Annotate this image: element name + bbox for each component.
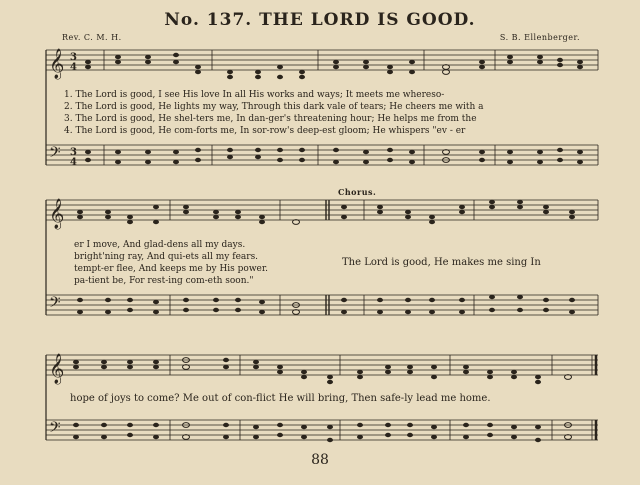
bass-clef-icon: 𝄢 <box>49 144 61 165</box>
treble-clef-icon: 𝄞 <box>49 354 65 384</box>
svg-text:3: 3 <box>70 147 77 158</box>
hymn-title: No. 137. THE LORD IS GOOD. <box>164 10 476 30</box>
chorus-line-2: hope of joys to come? Me out of con-flict He will bring, Then safe-ly lead me home. <box>70 393 491 404</box>
verse-3-line-1: 3. The Lord is good, He shel-ters me, In dan-ger's threatening hour; He helps me from the <box>64 114 477 124</box>
composer-label: S. B. Ellenberger. <box>499 33 580 42</box>
verse-1-line-1: 1. The Lord is good, I see His love In all His works and ways; It meets me whereso- <box>64 90 445 100</box>
verse-1-line-2: er I move, And glad-dens all my days. <box>74 240 246 250</box>
chorus-label: Chorus. <box>338 187 377 197</box>
treble-clef-icon: 𝄞 <box>49 199 65 229</box>
verse-2-line-1: 2. The Lord is good, He lights my way, Through this dark vale of tears; He cheers me with a <box>64 102 484 112</box>
chorus-line-1: The Lord is good, He makes me sing In <box>342 257 541 268</box>
page-number: 88 <box>311 452 329 468</box>
verse-2-line-2: bright'ning ray, And qui-ets all my fears. <box>74 252 259 262</box>
bass-clef-icon: 𝄢 <box>49 419 61 440</box>
svg-text:4: 4 <box>70 157 77 168</box>
bass-clef-icon: 𝄢 <box>49 294 61 315</box>
verse-3-line-2: tempt-er flee, And keeps me by His power. <box>74 264 269 274</box>
verse-4-line-2: pa-tient be, For rest-ing com-eth soon." <box>74 276 254 286</box>
verse-4-line-1: 4. The Lord is good, He com-forts me, In sor-row's deep-est gloom; He whispers "ev - er <box>64 126 466 136</box>
meter-label: Rev. C. M. H. <box>62 33 122 42</box>
treble-clef-icon: 𝄞 <box>49 49 65 79</box>
svg-text:4: 4 <box>70 62 77 73</box>
svg-text:3: 3 <box>70 52 77 63</box>
